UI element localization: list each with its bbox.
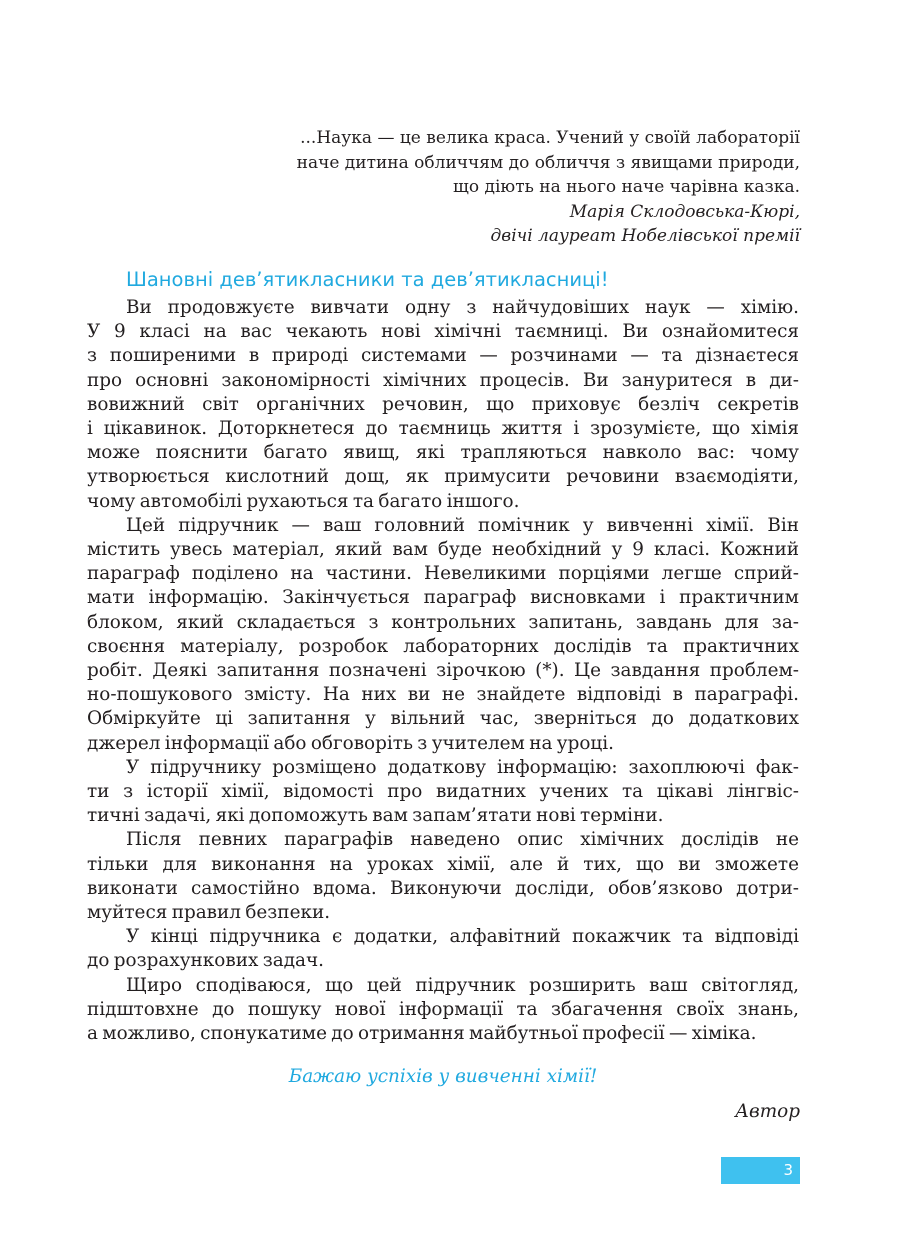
epigraph-line: ...Наука — це велика краса. Учений у своїй лабораторії (300, 128, 800, 148)
paragraph-line: з поширеними в природі системами — розчинами — та дізнаєтеся (87, 345, 799, 367)
paragraph-line: своєння матеріалу, розробок лабораторних дослідів та практичних (87, 635, 799, 657)
paragraph-line: виконати самостійно вдома. Виконуючи досліди, обов’язково дотри- (87, 877, 799, 899)
paragraph-line: Цей підручник — ваш головний помічник у вивченні хімії. Він (126, 514, 799, 536)
paragraph-line: тичні задачі, які допоможуть вам запам’ятати нові терміни. (87, 805, 664, 827)
paragraph-line: робіт. Деякі запитання позначені зірочкою (*). Це завдання проблем- (87, 660, 799, 682)
paragraph-line: джерел інформації або обговоріть з учителем на уроці. (87, 732, 614, 754)
paragraph-line: містить увесь матеріал, який вам буде необхідний у 9 класі. Кожний (87, 539, 799, 561)
paragraph-line: тільки для виконання на уроках хімії, але й тих, що ви зможете (87, 853, 799, 875)
paragraph-line: но-пошукового змісту. На них ви не знайдете відповіді в параграфі. (87, 684, 799, 706)
closing-wish: Бажаю успіхів у вивченні хімії! (288, 1066, 598, 1087)
paragraph-line: У 9 класі на вас чекають нові хімічні таємниці. Ви ознайомитеся (87, 321, 799, 343)
paragraph-line: параграф поділено на частини. Невеликими порціями легше сприй- (87, 563, 799, 585)
paragraph (87, 925, 799, 973)
epigraph-line: наче дитина обличчям до обличчя з явищами природи, (296, 152, 800, 173)
author-signature: Автор (735, 1101, 800, 1122)
paragraph-line: Ви продовжуєте вивчати одну з найчудовіших наук — хімію. (126, 297, 799, 318)
paragraph-line: може пояснити багато явищ, які трапляються навколо вас: чому (87, 442, 799, 464)
epigraph (250, 126, 800, 249)
greeting-heading: Шановні дев’ятикласники та дев’ятикласниці! (126, 268, 609, 291)
paragraph-line: блоком, який складається з контрольних запитань, завдань для за- (87, 611, 799, 633)
paragraph-line: і цікавинок. Доторкнетеся до таємниць життя і зрозумієте, що хімія (87, 418, 799, 440)
paragraph-line: утворюється кислотний дощ, як примусити речовини взаємодіяти, (87, 466, 799, 488)
paragraph-line: про основні закономірності хімічних процесів. Ви зануритеся в ди- (87, 369, 799, 391)
paragraph-line: муйтеся правил безпеки. (87, 902, 331, 924)
epigraph-author: Марія Склодовська-Кюрі, (569, 201, 800, 222)
paragraph-line: підштовхне до пошуку нової інформації та збагачення своїх знань, (87, 998, 799, 1020)
paragraph-line: Щиро сподіваюся, що цей підручник розширить ваш світогляд, (126, 974, 799, 996)
paragraph-line: У кінці підручника є додатки, алфавітний покажчик та відповіді (126, 926, 799, 948)
paragraph-line: ти з історії хімії, відомості про видатних учених та цікаві лінгвіс- (87, 781, 799, 803)
paragraph-line: У підручнику розміщено додаткову інформацію: захоплюючі фак- (126, 756, 799, 778)
body-text (87, 296, 799, 1046)
paragraph-line: чому автомобілі рухаються та багато іншого. (87, 490, 520, 512)
paragraph-line: до розрахункових задач. (87, 950, 324, 972)
page-number: 3 (721, 1157, 800, 1184)
paragraph-line: вовижний світ органічних речовин, що приховує безліч секретів (87, 393, 799, 415)
paragraph-line: мати інформацію. Закінчується параграф висновками і практичним (87, 587, 799, 609)
paragraph (87, 514, 799, 756)
paragraph-line: Після певних параграфів наведено опис хімічних дослідів не (126, 829, 799, 851)
paragraph (87, 296, 799, 514)
epigraph-author-note: двічі лауреат Нобелівської премії (490, 226, 800, 246)
epigraph-line: що діють на нього наче чарівна казка. (453, 177, 800, 197)
paragraph (87, 828, 799, 925)
paragraph-line: Обміркуйте ці запитання у вільний час, зверніться до додаткових (87, 708, 799, 730)
paragraph-line: а можливо, спонукатиме до отримання майбутньої професії — хіміка. (87, 1023, 757, 1045)
paragraph (87, 974, 799, 1047)
paragraph (87, 756, 799, 829)
